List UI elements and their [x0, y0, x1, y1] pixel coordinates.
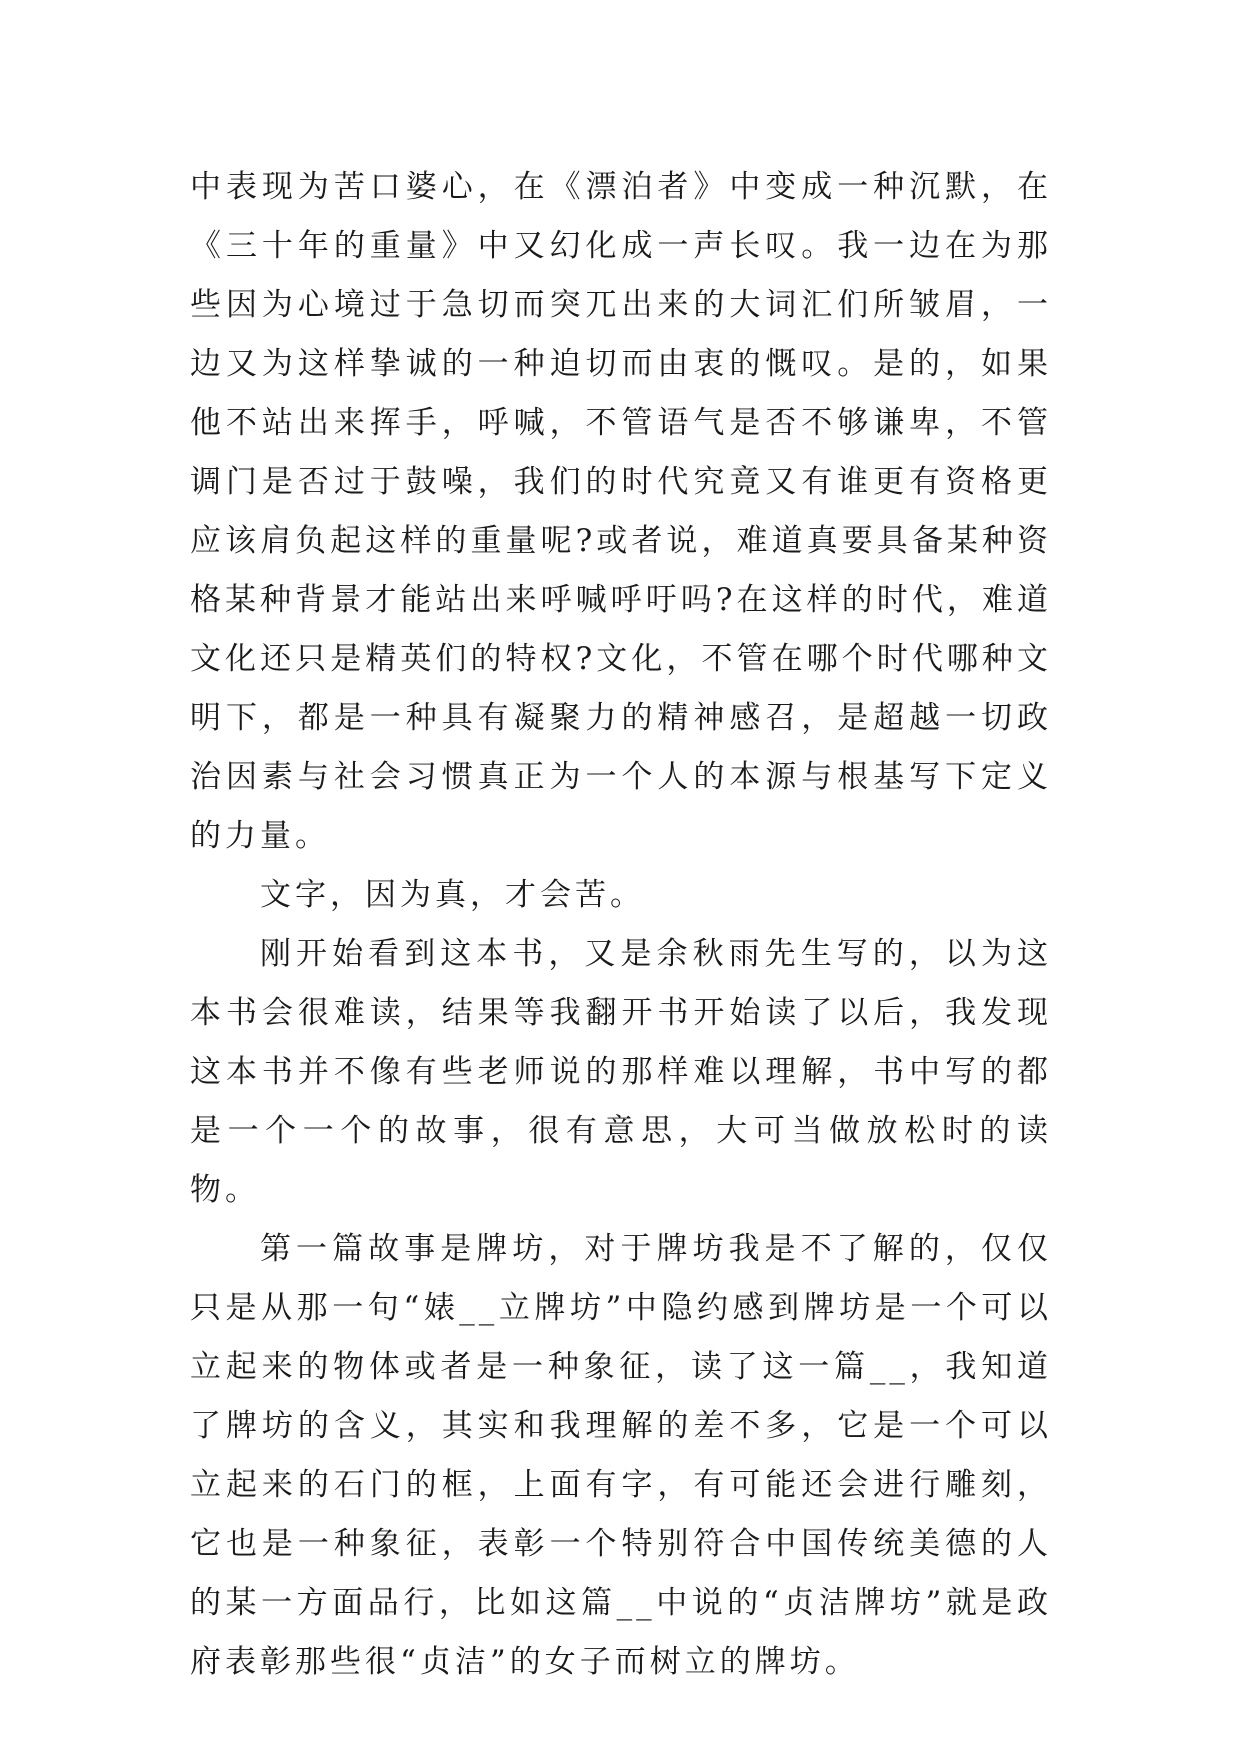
paragraph-4: 第一篇故事是牌坊，对于牌坊我是不了解的，仅仅只是从那一句“婊__立牌坊”中隐约感到牌坊是一个可以立起来的物体或者是一种象征，读了这一篇__，我知道了牌坊的含义，其实和我理解的差不多，它是一个可以立起来的石门的框，上面有字，有可能还会进行雕刻，它也是一种象征，表彰一个特别符合中国传统美德的人的某一方面品行，比如这篇__中说的“贞洁牌坊”就是政府表彰那些很“贞洁”的女子而树立的牌坊。	[190, 1231, 1052, 1680]
body-text	[190, 158, 1052, 1692]
paragraph-1: 中表现为苦口婆心，在《漂泊者》中变成一种沉默，在《三十年的重量》中又幻化成一声长叹。我一边在为那些因为心境过于急切而突兀出来的大词汇们所皱眉，一边又为这样挚诚的一种迫切而由衷的慨叹。是的，如果他不站出来挥手，呼喊，不管语气是否不够谦卑，不管调门是否过于鼓噪，我们的时代究竟又有谁更有资格更应该肩负起这样的重量呢?或者说，难道真要具备某种资格某种背景才能站出来呼喊呼吁吗?在这样的时代，难道文化还只是精英们的特权?文化，不管在哪个时代哪种文明下，都是一种具有凝聚力的精神感召，是超越一切政治因素与社会习惯真正为一个人的本源与根基写下定义的力量。	[190, 169, 1052, 854]
paragraph-3: 刚开始看到这本书，又是余秋雨先生写的，以为这本书会很难读，结果等我翻开书开始读了以后，我发现这本书并不像有些老师说的那样难以理解，书中写的都是一个一个的故事，很有意思，大可当做放松时的读物。	[190, 936, 1052, 1208]
paragraph-2: 文字，因为真，才会苦。	[260, 877, 645, 913]
